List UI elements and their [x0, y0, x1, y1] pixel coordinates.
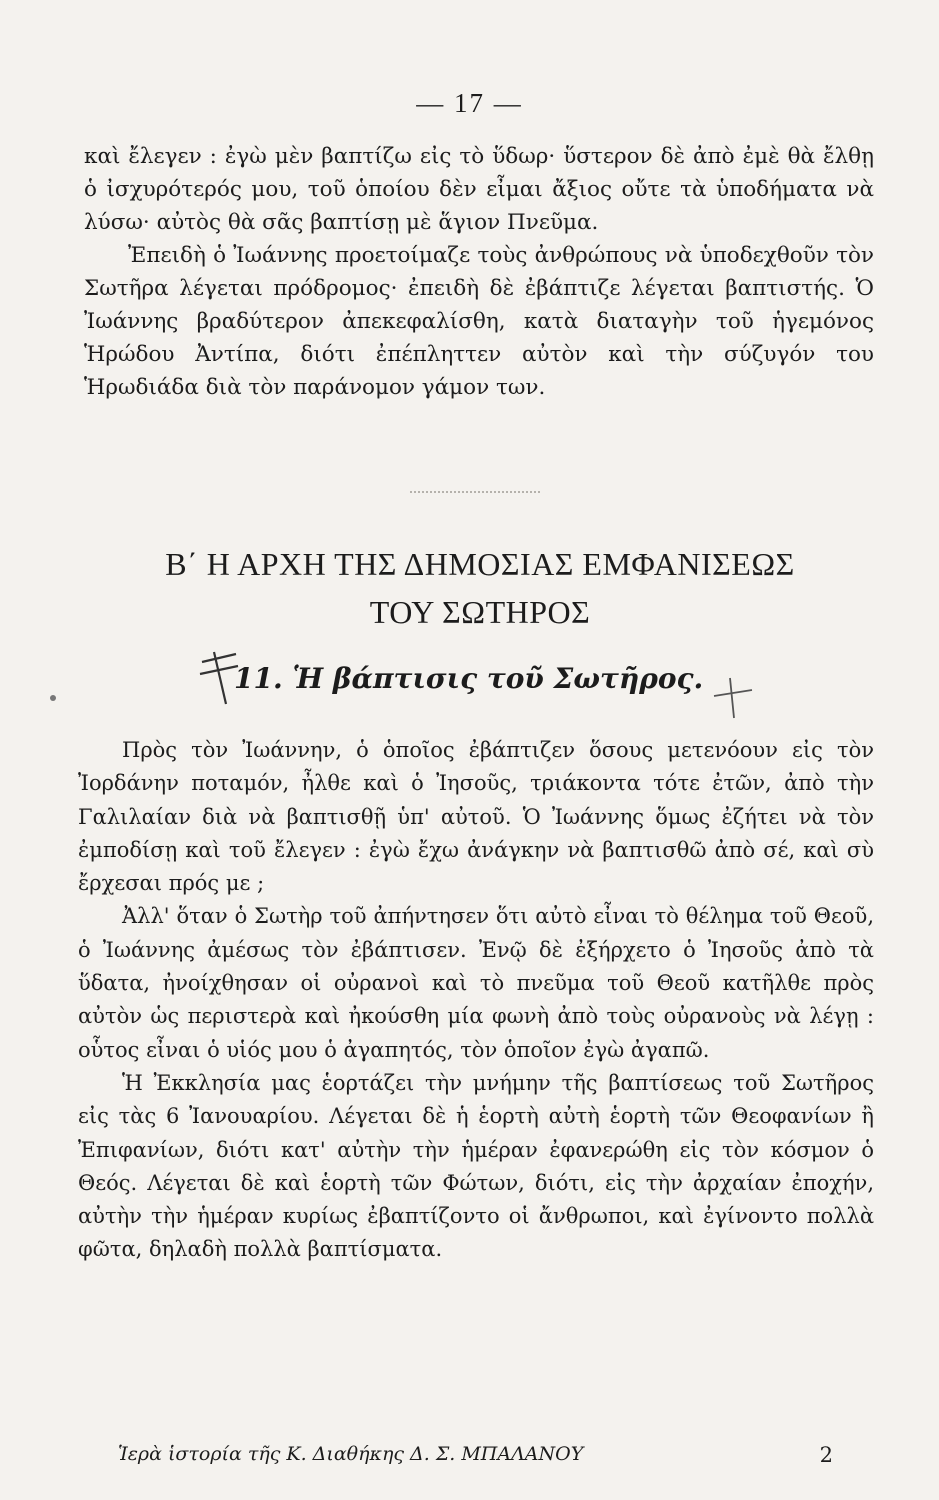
- paragraph: Ἐπειδὴ ὁ Ἰωάννης προετοίμαζε τοὺς ἀνθρώπους νὰ ὑποδεχθοῦν τὸν Σωτῆρα λέγεται πρόδρομος· ἐπειδὴ δὲ ἐβάπτιζε λέγεται βαπτιστής. Ὁ Ἰωάννης βραδύτερον ἀπεκεφαλίσθη, κατὰ διαταγὴν τοῦ ἡγεμόνος Ἡρώδου Ἀντίπα, διότι ἐπέπληττεν αὐτὸν καὶ τὴν σύζυγόν του Ἡρωδιάδα διὰ τὸν παράνομον γάμον των.: [84, 243, 874, 400]
- ink-dot: [50, 695, 56, 701]
- chapter-title-line: ΤΟΥ ΣΩΤΗΡΟΣ: [369, 594, 591, 630]
- paragraph: καὶ ἔλεγεν : ἐγὼ μὲν βαπτίζω εἰς τὸ ὕδωρ· ὕστερον δὲ ἀπὸ ἐμὲ θὰ ἔλθῃ ὁ ἰσχυρότερός μου, τοῦ ὁποίου δὲν εἶμαι ἄξιος οὔτε τὰ ὑποδήματα νὰ λύσω· αὐτὸς θὰ σᾶς βαπτίσῃ μὲ ἅγιον Πνεῦμα.: [84, 144, 874, 235]
- page-number: — 17 —: [416, 88, 523, 118]
- footer-source: Ἱερὰ ἱστορία τῆς Κ. Διαθήκης Δ. Σ. ΜΠΑΛΑΝΟΥ: [118, 1443, 584, 1465]
- intro-text: [84, 140, 874, 404]
- signature-number: 2: [819, 1443, 833, 1467]
- page-footer: [118, 1443, 833, 1465]
- chapter-title: [60, 540, 900, 636]
- handwritten-plus-mark: [708, 676, 758, 722]
- section-divider: [410, 491, 540, 493]
- chapter-title-line: Β΄ Η ΑΡΧΗ ΤΗΣ ΔΗΜΟΣΙΑΣ ΕΜΦΑΝΙΣΕΩΣ: [165, 546, 795, 582]
- paragraph: Πρὸς τὸν Ἰωάννην, ὁ ὁποῖος ἐβάπτιζεν ὅσους μετενόουν εἰς τὸν Ἰορδάνην ποταμόν, ἦλθε καὶ ὁ Ἰησοῦς, τριάκοντα τότε ἐτῶν, ἀπὸ τὴν Γαλιλαίαν διὰ νὰ βαπτισθῇ ὑπ' αὐτοῦ. Ὁ Ἰωάννης ὅμως ἐζήτει νὰ τὸν ἐμποδίσῃ καὶ τοῦ ἔλεγεν : ἐγὼ ἔχω ἀνάγκην νὰ βαπτισθῶ ἀπὸ σέ, καὶ σὺ ἔρχεσαι πρός με ;: [78, 738, 874, 896]
- paragraph: Ἡ Ἐκκλησία μας ἑορτάζει τὴν μνήμην τῆς βαπτίσεως τοῦ Σωτῆρος εἰς τὰς 6 Ἰανουαρίου. Λέγεται δὲ ἡ ἑορτὴ αὐτὴ ἑορτὴ τῶν Θεοφανίων ἢ Ἐπιφανίων, διότι κατ' αὐτὴν τὴν ἡμέραν ἐφανερώθη εἰς τὸν κόσμον ὁ Θεός. Λέγεται δὲ καὶ ἑορτὴ τῶν Φώτων, διότι, εἰς τὴν ἀρχαίαν ἐποχήν, αὐτὴν τὴν ἡμέραν κυρίως ἐβαπτίζοντο οἱ ἄνθρωποι, καὶ ἐγίνοντο πολλὰ φῶτα, δηλαδὴ πολλὰ βαπτίσματα.: [78, 1070, 874, 1262]
- paragraph: Ἀλλ' ὅταν ὁ Σωτὴρ τοῦ ἀπήντησεν ὅτι αὐτὸ εἶναι τὸ θέλημα τοῦ Θεοῦ, ὁ Ἰωάννης ἀμέσως τὸν ἐβάπτισεν. Ἐνῷ δὲ ἐξήρχετο ὁ Ἰησοῦς ἀπὸ τὰ ὕδατα, ἠνοίχθησαν οἱ οὐρανοὶ καὶ τὸ πνεῦμα τοῦ Θεοῦ κατῆλθε πρὸς αὐτὸν ὡς περιστερὰ καὶ ἠκούσθη μία φωνὴ ἀπὸ τοὺς οὐρανοὺς νὰ λέγῃ : οὗτος εἶναι ὁ υἱός μου ὁ ἀγαπητός, τὸν ὁποῖον ἐγὼ ἀγαπῶ.: [78, 904, 874, 1062]
- section-heading: 11. Ἡ βάπτισις τοῦ Σωτῆρος.: [234, 662, 704, 695]
- section-text: [78, 734, 874, 1267]
